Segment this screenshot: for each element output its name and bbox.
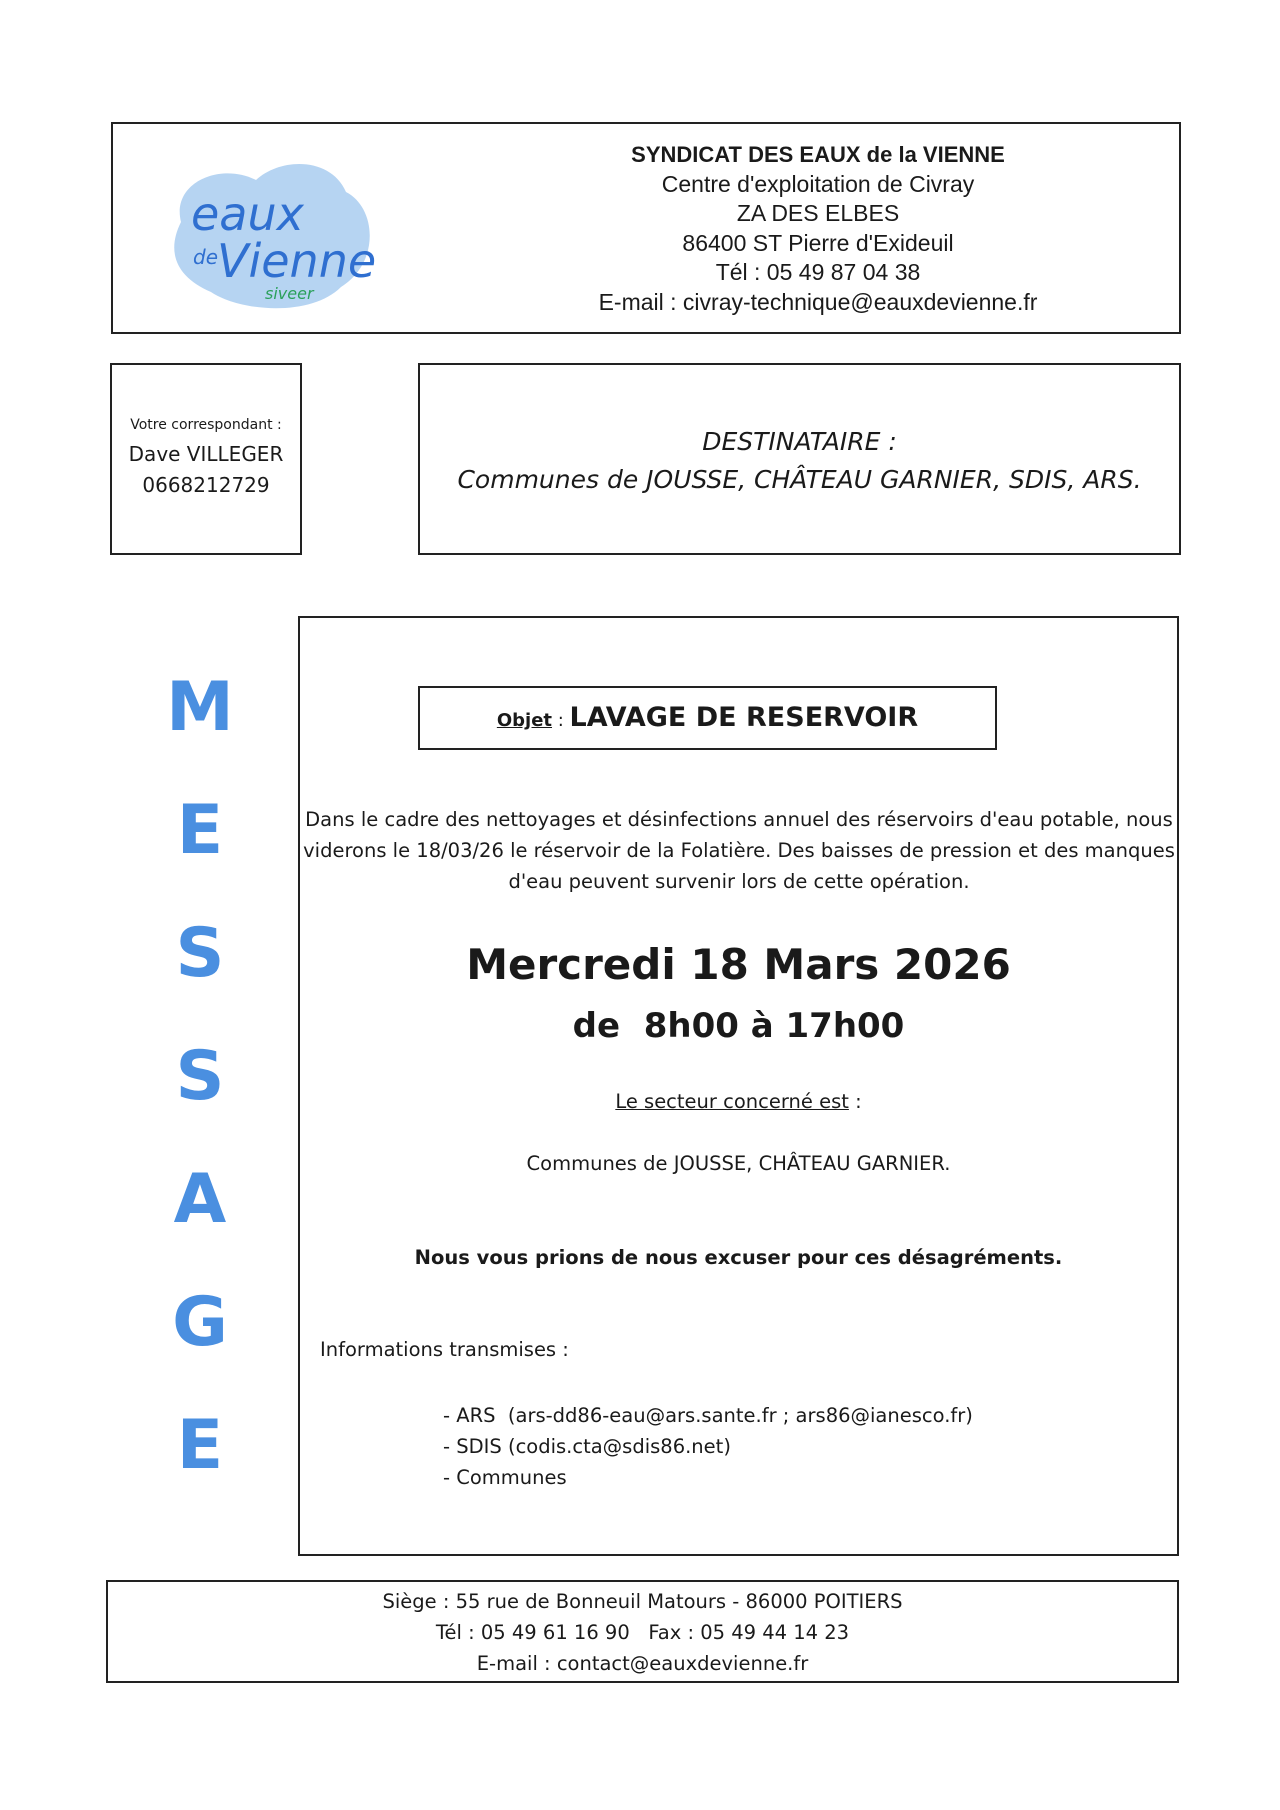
subject-value: LAVAGE DE RESERVOIR [569,702,919,733]
sector-label-text: Le secteur concerné est [615,1090,849,1113]
logo-text-eaux: eaux [191,187,304,241]
sector-value: Communes de JOUSSE, CHÂTEAU GARNIER. [526,1152,951,1175]
subject-box [418,686,997,750]
recipient-value: Communes de JOUSSE, CHÂTEAU GARNIER, SDIS, ARS. [457,465,1142,494]
footer-phones: Tél : 05 49 61 16 90 Fax : 05 49 44 14 23 [435,1621,850,1644]
correspondent-name: Dave VILLEGER [128,442,284,466]
message-letter: S [175,914,225,993]
recipient-box [418,363,1181,555]
sector-label [300,1090,1177,1113]
list-item: - SDIS (codis.cta@sdis86.net) [443,1435,731,1458]
event-time: de 8h00 à 17h00 [572,1006,905,1046]
org-phone: Tél : 05 49 87 04 38 [715,259,921,285]
organization-info [473,140,1163,317]
sector-label-colon: : [848,1090,862,1113]
footer-address: Siège : 55 rue de Bonneuil Matours - 86000 POITIERS [382,1590,903,1613]
message-letter: G [172,1283,228,1362]
event-date: Mercredi 18 Mars 2026 [466,940,1011,989]
list-item: - ARS (ars-dd86-eau@ars.sante.fr ; ars86@ianesco.fr) [443,1404,973,1427]
subject-separator: : [552,710,570,731]
logo-text-vienne: Vienne [217,234,377,288]
footer-email: E-mail : contact@eauxdevienne.fr [476,1652,809,1675]
message-letter: E [176,791,224,870]
correspondent-phone: 0668212729 [142,473,270,497]
eaux-de-vienne-logo [161,152,391,317]
apology-text: Nous vous prions de nous excuser pour ces désagréments. [414,1246,1063,1269]
correspondent-box [110,363,302,555]
recipient-label: DESTINATAIRE : [702,427,897,456]
message-box [298,616,1179,1556]
header-box [111,122,1181,334]
footer-box [106,1580,1179,1683]
info-title: Informations transmises : [320,1338,569,1361]
message-vertical-title [140,668,260,1529]
org-email: E-mail : civray-technique@eauxdevienne.fr [598,288,1038,315]
message-letter: E [176,1406,224,1485]
org-address: 86400 ST Pierre d'Exideuil [682,229,954,256]
org-name: SYNDICAT DES EAUX de la VIENNE [631,142,1005,167]
logo-graphic [161,152,391,317]
org-center: Centre d'exploitation de Civray [661,170,975,197]
message-letter: M [166,668,234,747]
logo-text-de: de [193,245,218,269]
message-letter: A [173,1160,227,1239]
info-list [443,1400,973,1493]
list-item: - Communes [443,1466,567,1489]
correspondent-label: Votre correspondant : [130,417,282,433]
body-paragraph: Dans le cadre des nettoyages et désinfections annuel des réservoirs d'eau potable, nous viderons le 18/03/26 le réservoir de la Folatière. Des baisses de pression et des manques d'eau peuvent survenir lors de cette opération. [303,808,1175,893]
message-letter: S [175,1037,225,1116]
logo-text-siveer: siveer [265,284,314,303]
org-zone: ZA DES ELBES [736,200,900,226]
subject-label: Objet [496,710,553,731]
